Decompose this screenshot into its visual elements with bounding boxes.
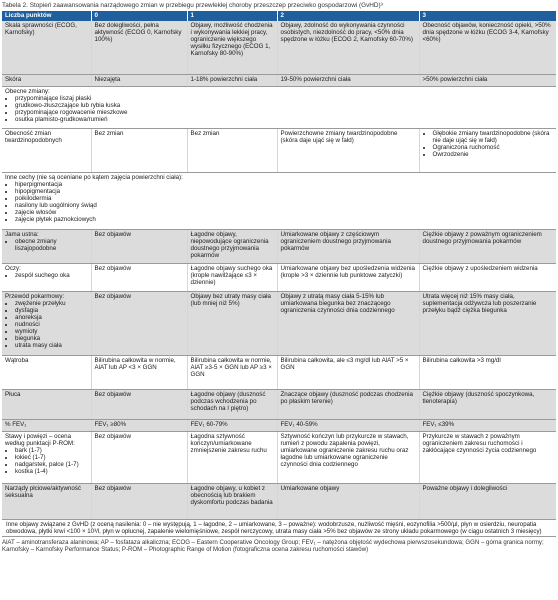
row-skin xyxy=(2,74,556,86)
list-item: • nasilony lub uogólniony świąd xyxy=(15,202,553,209)
other-features-title: Inne cechy (nie są oceniane po kątem zajęcia powierzchni ciała): xyxy=(5,173,183,181)
list-item: • kostka (1-4) xyxy=(15,468,88,475)
list-item: • osutka plamisto-grudkowa/rumień xyxy=(15,116,553,123)
cell-score-0: Bez objawów xyxy=(91,483,187,519)
cell-score-2: Sztywność kończyn lub przykurcze w stawach, rumień z powodu zapalenia powięzi, umiarkowane ograniczenie zakresu ruchu oraz łagodne lub umiarkowane ograniczenie czynności dnia codziennego xyxy=(277,431,419,483)
list-item: • zwężenie przełyku xyxy=(15,300,88,307)
list-item: • utrata masy ciała xyxy=(15,342,88,349)
cell-score-1: 1-18% powierzchni ciała xyxy=(187,74,277,86)
header-score-3: 3 xyxy=(419,11,556,21)
row-liver xyxy=(2,355,556,389)
row-label xyxy=(2,431,91,483)
header-label: Liczba punktów xyxy=(2,11,91,21)
row-label-text: Przewód pokarmowy: xyxy=(5,292,65,300)
header-score-1: 1 xyxy=(187,11,277,21)
list-item: • hiperpigmentacja xyxy=(15,181,553,188)
table-header-row xyxy=(2,11,556,21)
row-other-skin-features xyxy=(2,172,556,229)
list-item: • zespół suchego oka xyxy=(15,272,88,279)
row-label: Skóra xyxy=(2,74,91,86)
cell-score-1: Łagodne objawy, u kobiet z obecnością lub brakiem dyskomfortu podczas badania xyxy=(187,483,277,519)
row-fev1 xyxy=(2,419,556,431)
cell-score-2: Znaczące objawy (duszność podczas chodzenia po płaskim terenie) xyxy=(277,389,419,419)
cell-score-2: Umiarkowane objawy bez upośledzenia widzenia (krople >3 × dziennie lub punktowe zatyczki) xyxy=(277,263,419,291)
list-item: • grudkowo-złuszczające lub rybia łuska xyxy=(15,102,553,109)
cell-score-3: FEV₁ ≤39% xyxy=(419,419,556,431)
list-item: • nadgarstek, palce (1-7) xyxy=(15,461,88,468)
row-label: Płuca xyxy=(2,389,91,419)
list-item: • bark (1-7) xyxy=(15,447,88,454)
list-item: • przypominające liszaj płaski xyxy=(15,95,553,102)
row-skin-lesions xyxy=(2,86,556,128)
cell-score-3: Utrata więcej niż 15% masy ciała, suplementacja odżywcza lub poszerzanie przełyku bądź ciężka biegunka xyxy=(419,291,556,355)
row-label xyxy=(2,263,91,291)
abbreviations: AlAT – aminotransferaza alaninowa; AP – fosfataza alkaliczna; ECOG – Eastern Cooperative Oncology Group; FEV₁ – natężona objętość wydechowa pierwszosekundowa; GGN – górna granica normy; Karnofsky – Karnofsky Performance Status; P-ROM – Photographic Range of Motion (fotograficzna ocena zakresu ruchomości stawów) xyxy=(2,538,544,553)
cell-score-1: FEV₁ 60-79% xyxy=(187,419,277,431)
row-label: Obecność zmian twardzinopodobnych xyxy=(2,128,91,172)
cell-score-0: Niezajęta xyxy=(91,74,187,86)
list-item: • poikilodermia xyxy=(15,195,553,202)
list-item: • obecne zmiany liszajopodobne xyxy=(15,238,88,252)
row-label: Wątroba xyxy=(2,355,91,389)
cell-score-0: Bez objawów xyxy=(91,389,187,419)
row-lungs xyxy=(2,389,556,419)
cell-score-3: Ciężkie objawy z poważnym ograniczeniem doustnego przyjmowania pokarmów xyxy=(419,229,556,263)
cell-score-2: Umiarkowane objawy z częściowym ograniczeniem doustnego przyjmowania pokarmów xyxy=(277,229,419,263)
header-score-2: 2 xyxy=(277,11,419,21)
cell-score-1: Łagodne objawy suchego oka (krople nawilżające ≤3 × dziennie) xyxy=(187,263,277,291)
cell-score-3: Poważne objawy i dolegliwości xyxy=(419,483,556,519)
cell-score-0: Bez dolegliwości, pełna aktywność (ECOG 0, Karnofsky 100%) xyxy=(91,21,187,74)
cell-score-0: Bez objawów xyxy=(91,229,187,263)
row-label-text: Oczy: xyxy=(5,264,21,272)
list-item: • wymioty xyxy=(15,328,88,335)
list-item: • Owrzodzenie xyxy=(433,151,554,158)
cell-score-1: Łagodne objawy, niepowodujące ograniczenia doustnego przyjmowania pokarmów xyxy=(187,229,277,263)
list-item: • hipopigmentacja xyxy=(15,188,553,195)
row-eyes xyxy=(2,263,556,291)
table-footnote: Inne objawy związane z GvHD (z oceną nasilenia: 0 – nie występują, 1 – łagodne, 2 – umiarkowane, 3 – poważne): wodobrzusze, nużliwość mięśni, eozynofilia >500/µl, płyn w osierdziu, neuropatia obwodowa, płytki krwi <100 × 10³/l, płyn w opłucnej, zapalenie wielomięśniowe, zespół nerczycowy, utrata masy ciała >5% bez objawów ze strony układu pokarmowego (w ciągu ostatnich 3 miesięcy) xyxy=(2,520,556,537)
skin-lesions-cell xyxy=(2,86,556,128)
list-item: • Ograniczona ruchomość xyxy=(433,144,554,151)
row-label: % FEV₁ xyxy=(2,419,91,431)
row-label: Skala sprawności (ECOG, Karnofsky) xyxy=(2,21,91,74)
cell-score-0: Bez objawów xyxy=(91,431,187,483)
cell-score-3: Bilirubina całkowita >3 mg/dl xyxy=(419,355,556,389)
row-performance xyxy=(2,21,556,74)
row-joints xyxy=(2,431,556,483)
cell-score-0: Bez objawów xyxy=(91,291,187,355)
list-item: • biegunka xyxy=(15,335,88,342)
cell-score-2: Powierzchowne zmiany twardzinopodobne (skóra daje ująć się w fałd) xyxy=(277,128,419,172)
cell-score-3: Ciężkie objawy (duszność spoczynkowa, tlenoterapia) xyxy=(419,389,556,419)
list-item: • nudności xyxy=(15,321,88,328)
skin-lesions-list xyxy=(5,95,553,123)
skin-lesions-title: Obecne zmiany: xyxy=(5,87,50,95)
row-gi xyxy=(2,291,556,355)
header-score-0: 0 xyxy=(91,11,187,21)
cell-score-0: Bez zmian xyxy=(91,128,187,172)
cell-score-2: Objawy, zdolność do wykonywania czynności osobistych, niezdolność do pracy, <50% dnia spędzone w łóżku (ECOG 2, Karnofsky 60-70%) xyxy=(277,21,419,74)
cell-score-0: FEV₁ ≥80% xyxy=(91,419,187,431)
cell-score-1: Łagodne objawy (duszność podczas wchodzenia po schodach na I piętro) xyxy=(187,389,277,419)
list-item: • zajęcie włosów xyxy=(15,209,553,216)
row-label-text: Stawy i powięzi – ocena według punktacji P-ROM: xyxy=(5,432,75,447)
cell-score-3 xyxy=(419,128,556,172)
list-item: • zajęcie płytek paznokciowych xyxy=(15,216,553,223)
row-label: Narządy płciowe/aktywność seksualna xyxy=(2,483,91,519)
cell-score-1: Bilirubina całkowita w normie, AlAT ≥3-5 × GGN lub AP ≥3 × GGN xyxy=(187,355,277,389)
row-label xyxy=(2,229,91,263)
cell-score-2: Bilirubina całkowita, ale ≤3 mg/dl lub AlAT >5 × GGN xyxy=(277,355,419,389)
cell-score-2: Umiarkowane objawy xyxy=(277,483,419,519)
cell-score-3: Ciężkie objawy z upośledzeniem widzenia xyxy=(419,263,556,291)
list-item: • anoreksja xyxy=(15,314,88,321)
cell-score-1: Łagodna sztywność kończyn/umiarkowane zmniejszenie zakresu ruchu xyxy=(187,431,277,483)
row-genitals xyxy=(2,483,556,519)
list-item: • dysfagia xyxy=(15,307,88,314)
list-item: • przypominające rogowacenie mieszkowe xyxy=(15,109,553,116)
row-label-text: Jama ustna: xyxy=(5,230,39,238)
cell-score-0: Bez objawów xyxy=(91,263,187,291)
row-mouth xyxy=(2,229,556,263)
row-label xyxy=(2,291,91,355)
cell-score-1: Bez zmian xyxy=(187,128,277,172)
cell-score-1: Objawy bez utraty masy ciała (lub mniej niż 5%) xyxy=(187,291,277,355)
cell-score-3: Obecność objawów, konieczność opieki, >50% dnia spędzone w łóżku (ECOG 3-4, Karnofsky <60%) xyxy=(419,21,556,74)
cell-score-3: >50% powierzchni ciała xyxy=(419,74,556,86)
row-sclerosis xyxy=(2,128,556,172)
cell-score-1: Objawy, możliwość chodzenia i wykonywania lekkiej pracy, ograniczenie większego wysiłku fizycznego (ECOG 1, Karnofsky 80-90%) xyxy=(187,21,277,74)
other-features-cell xyxy=(2,172,556,229)
cell-score-2: 19-50% powierzchni ciała xyxy=(277,74,419,86)
list-item: • łokieć (1-7) xyxy=(15,454,88,461)
table-caption: Tabela 2. Stopień zaawansowania narządowego zmian w przebiegu przewlekłej choroby przeszczep przeciwko gospodarzowi (GvHD)³ xyxy=(2,2,383,9)
other-features-list xyxy=(5,181,553,224)
cell-score-2: Objawy z utratą masy ciała 5-15% lub umiarkowana biegunka bez znaczącego ograniczenia czynności dnia codziennego xyxy=(277,291,419,355)
list-item: • Głębokie zmiany twardzinopodobne (skóra nie daje ująć się w fałd) xyxy=(433,130,554,144)
cell-score-3: Przykurcze w stawach z poważnym ograniczeniem zakresu ruchomości i zakłócające czynności życia codziennego xyxy=(419,431,556,483)
cell-score-2: FEV₁ 40-59% xyxy=(277,419,419,431)
cell-score-0: Bilirubina całkowita w normie, AlAT lub AP <3 × GGN xyxy=(91,355,187,389)
gvhd-staging-table xyxy=(2,11,556,520)
